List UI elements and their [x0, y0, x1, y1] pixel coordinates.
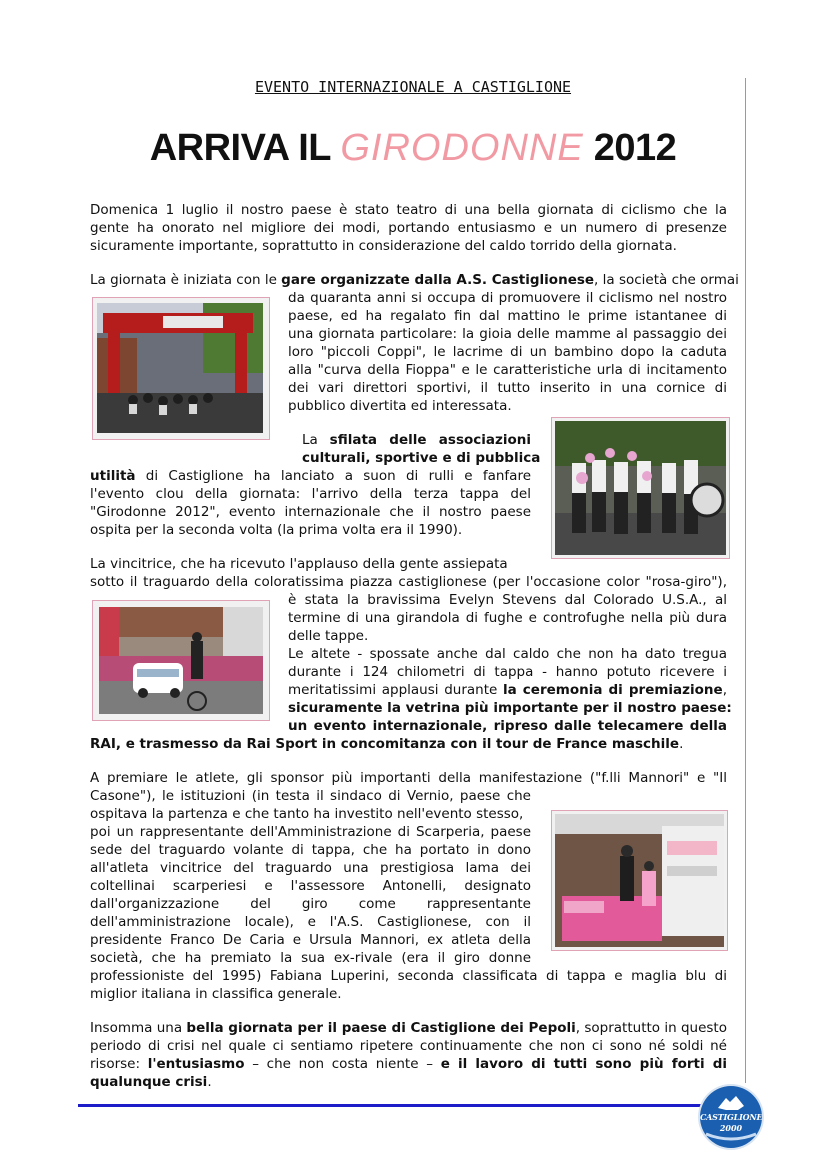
text-line: RAI, e trasmesso da Rai Sport in concomitanza con il tour de France maschile. — [90, 736, 684, 752]
photo-finish — [92, 600, 270, 721]
footer-rule — [78, 1104, 728, 1107]
text-line: una giornata particolare: la gioia delle mamme al passaggio dei — [288, 326, 727, 342]
text-line: La giornata è iniziata con le gare organizzate dalla A.S. Castiglionese, la società che ormai — [90, 272, 739, 288]
text-line: società, che ha premiato la sua ex-rivale (era il giro donne — [90, 950, 531, 966]
text-line: pubblico divertita ed interessata. — [288, 398, 512, 414]
text-line: qualunque crisi. — [90, 1074, 212, 1090]
text-line: sotto il traguardo della coloratissima piazza castiglionese (per l'occasione color "rosa-giro"), — [90, 574, 727, 590]
text-line: paese, ed ha regalato fin dal mattino le prime istantanee di — [288, 308, 727, 324]
right-margin-rule — [745, 78, 746, 1083]
text-line: delle tappe. — [288, 628, 369, 644]
text-line: culturali, sportive e di pubblica — [302, 450, 541, 466]
article-title — [0, 127, 826, 170]
text-line: dall'organizzazione del giro come rappresentante — [90, 896, 531, 912]
text-line: coltellinai scarperiesi e l'assessore Antonelli, designato — [90, 878, 531, 894]
text-line: meritatissimi applausi durante la ceremonia di premiazione, — [288, 682, 727, 698]
text-line: sede del traguardo volante di tappa, che ha portato in dono — [90, 842, 531, 858]
text-line: professioniste del 1995) Fabiana Luperini, seconda classificata di tappa e maglia blu di — [90, 968, 727, 984]
text-line: durante i 124 chilometri di tappa - hanno potuto ricevere i — [288, 664, 727, 680]
text-line: periodo di crisi nel quale ci sentiamo ripetere continuamente che non ci sono né soldi né — [90, 1038, 727, 1054]
text-line: poi un rappresentante dell'Amministrazione di Scarperia, paese — [90, 824, 531, 840]
parade-image — [552, 418, 729, 558]
text-line: da quaranta anni si occupa di promuovere il ciclismo nel nostro — [288, 290, 727, 306]
title-accent: GIRODONNE — [340, 127, 584, 169]
race-start-image — [93, 298, 269, 439]
text-line: A premiare le atlete, gli sponsor più importanti della manifestazione ("f.lli Mannori" e "Il — [90, 770, 727, 786]
text-line: "Girodonne 2012", evento internazionale che il nostro paese — [90, 504, 531, 520]
text-line: Insomma una bella giornata per il paese di Castiglione dei Pepoli, soprattutto in questo — [90, 1020, 727, 1036]
text-line: all'atleta vincitrice del traguardo una prestigiosa lama dei — [90, 860, 531, 876]
text-line: ospitava la partenza e che tanto ha investito nell'evento stesso, — [90, 806, 524, 822]
text-line: Domenica 1 luglio il nostro paese è stato teatro di una bella giornata di ciclismo che la — [90, 202, 727, 218]
text-line: dell'amministrazione locale), e l'A.S. Castiglionese, con il — [90, 914, 531, 930]
text-line: alla "curva della Fioppa" e le caratteristiche urla di incitamento — [288, 362, 727, 378]
castiglione-logo — [700, 1086, 762, 1148]
text-line: è stata la bravissima Evelyn Stevens dal Colorado U.S.A., al — [288, 592, 727, 608]
text-line: termine di una girandola di fughe e controfughe nella più dura — [288, 610, 727, 626]
photo-parade — [551, 417, 730, 559]
text-line: utilità di Castiglione ha lanciato a suon di rulli e fanfare — [90, 468, 531, 484]
photo-race-start — [92, 297, 270, 440]
text-line: Le altete - spossate anche dal caldo che non ha dato tregua — [288, 646, 727, 662]
text-line: ospita per la seconda volta (la prima volta era il 1990). — [90, 522, 463, 538]
title-suffix: 2012 — [583, 127, 677, 169]
logo-line-1: CASTIGLIONE — [700, 1112, 762, 1122]
photo-ceremony — [551, 810, 728, 951]
logo-line-2: 2000 — [719, 1123, 743, 1133]
text-line: un evento internazionale, ripreso dalle telecamere della — [288, 718, 727, 734]
text-line: l'evento clou della giornata: l'arrivo della terza tappa del — [90, 486, 531, 502]
title-prefix: ARRIVA IL — [149, 127, 341, 169]
text-line: sicuramente importante, soprattutto in considerazione del caldo torrido della giornata. — [90, 238, 677, 254]
text-line: Casone"), le istituzioni (in testa il sindaco di Vernio, paese che — [90, 788, 531, 804]
text-line: presidente Franco De Caria e Ursula Mannori, ex atleta della — [90, 932, 531, 948]
text-line: loro "piccoli Coppi", le lacrime di un bambino dopo la caduta — [288, 344, 727, 360]
ceremony-image — [552, 811, 727, 950]
text-line: La sfilata delle associazioni — [302, 432, 531, 448]
text-line: risorse: l'entusiasmo – che non costa niente – e il lavoro di tutti sono più forti di — [90, 1056, 727, 1072]
text-line: miglior italiana in classifica generale. — [90, 986, 342, 1002]
text-line: gente ha onorato nel migliore dei modi, portando entusiasmo e un numero di presenze — [90, 220, 727, 236]
article-kicker: EVENTO INTERNAZIONALE A CASTIGLIONE — [254, 78, 572, 96]
text-line: La vincitrice, che ha ricevuto l'applauso della gente assiepata — [90, 556, 508, 572]
text-line: sicuramente la vetrina più importante per il nostro paese: — [288, 700, 732, 716]
text-line: dei vari direttori sportivi, il tutto inserito in una cornice di — [288, 380, 727, 396]
finish-image — [93, 601, 269, 720]
